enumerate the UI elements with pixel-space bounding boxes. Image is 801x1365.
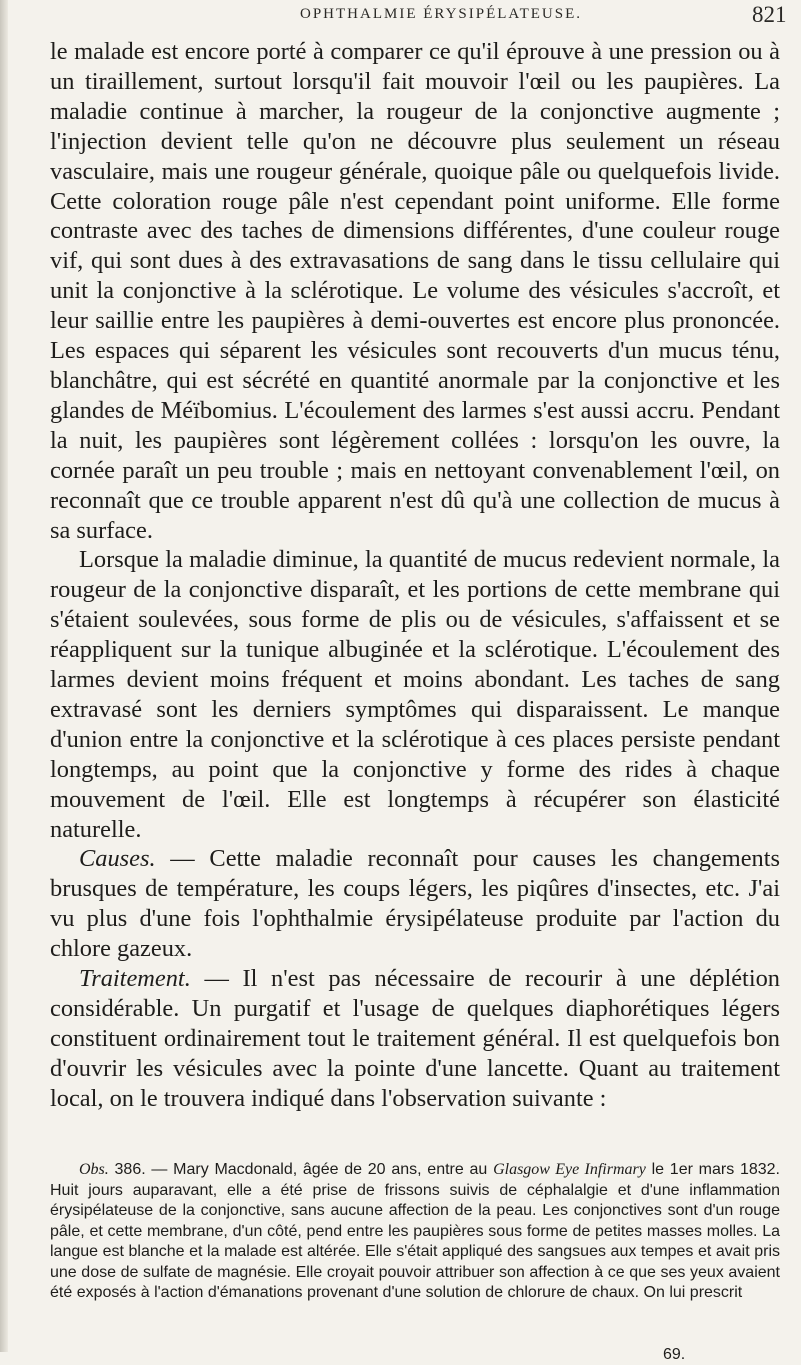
treatment-heading: Traitement. [79, 965, 191, 993]
causes-heading: Causes. [79, 845, 156, 873]
observation-continuation: 69. [663, 1346, 686, 1363]
causes-text: — Cette maladie reconnaît pour causes les changements brusques de température, les coups légers, les piqûres d'insectes, etc. J'ai vu plus d'une fois l'ophthalmie érysipélateuse produite par l'action du chlore gazeux. [50, 845, 780, 963]
paragraph-causes [50, 844, 780, 964]
observation-label: Obs. [79, 1161, 109, 1178]
paragraph-decline: Lorsque la maladie diminue, la quantité de mucus redevient normale, la rougeur de la conjonctive disparaît, et les portions de cette membrane qui s'étaient soulevées, sous forme de plis ou de vésicules, s'affaissent et se réappliquent sur la tunique albuginée et la sclérotique. L'écoulement des larmes devient moins fréquent et moins abondant. Les taches de sang extravasé sont les derniers symptômes qui disparaissent. Le manque d'union entre la conjonctive et la sclérotique à ces places persiste pendant longtemps, au point que la conjonctive y forme des rides à chaque mouvement de l'œil. Elle est longtemps à récupérer son élasticité naturelle. [50, 546, 780, 843]
running-title: OPHTHALMIE ÉRYSIPÉLATEUSE. [300, 6, 583, 22]
observation-place: Glasgow Eye Infirmary [493, 1161, 646, 1178]
observation-note [50, 1160, 780, 1304]
observation-body: le 1er mars 1832. Huit jours auparavant, elle a été prise de frissons suivis de céphalalgie et d'une inflammation érysipélateuse de la conjonctive, sans aucune affection de la peau. Les conjonctives sont d'un rouge pâle, et cette membrane, d'un côté, pend entre les paupières sous forme de petites masses molles. La langue est blanche et la malade est altérée. Elle s'était appliqué des sangsues aux tempes et avait pris une dose de sulfate de magnésie. Elle croyait pouvoir attribuer son affection à ce que ses yeux avaient été exposés à l'action d'émanations provenant d'une solution de chlorure de chaux. On lui prescrit [50, 1161, 780, 1301]
main-text [50, 37, 780, 1114]
observation-paragraph [50, 1160, 780, 1304]
paragraph-symptoms: le malade est encore porté à comparer ce qu'il éprouve à une pression ou à un tiraillement, surtout lorsqu'il fait mouvoir l'œil ou les paupières. La maladie continue à marcher, la rougeur de la conjonctive augmente ; l'injection devient telle qu'on ne découvre plus seulement un réseau vasculaire, mais une rougeur générale, quoique pâle ou quelquefois livide. Cette coloration rouge pâle n'est cependant point uniforme. Elle forme contraste avec des taches de dimensions différentes, d'une couleur rouge vif, qui sont dues à des extravasations de sang dans le tissu cellulaire qui unit la conjonctive à la sclérotique. Le volume des vésicules s'accroît, et leur saillie entre les paupières à demi-ouvertes est encore plus prononcée. Les espaces qui séparent les vésicules sont recouverts d'un mucus ténu, blanchâtre, qui est sécrété en quantité anormale par la conjonctive et les glandes de Méïbomius. L'écoulement des larmes s'est aussi accru. Pendant la nuit, les paupières sont légèrement collées : lorsqu'on les ouvre, la cornée paraît un peu trouble ; mais en nettoyant convenablement l'œil, on reconnaît que ce trouble apparent n'est dû qu'à une collection de mucus à sa surface. [50, 38, 780, 544]
observation-intro: 386. — Mary Macdonald, âgée de 20 ans, entre au [108, 1161, 494, 1178]
treatment-text: — Il n'est pas nécessaire de recourir à une déplétion considérable. Un purgatif et l'usage de quelques diaphorétiques légers constituent ordinairement tout le traitement général. Il est quelquefois bon d'ouvrir les vésicules avec la pointe d'une lancette. Quant au traitement local, on le trouvera indiqué dans l'observation suivante : [50, 965, 780, 1112]
paragraph-treatment [50, 964, 780, 1114]
page-number: 821 [752, 2, 787, 27]
binding-edge [0, 0, 8, 1352]
